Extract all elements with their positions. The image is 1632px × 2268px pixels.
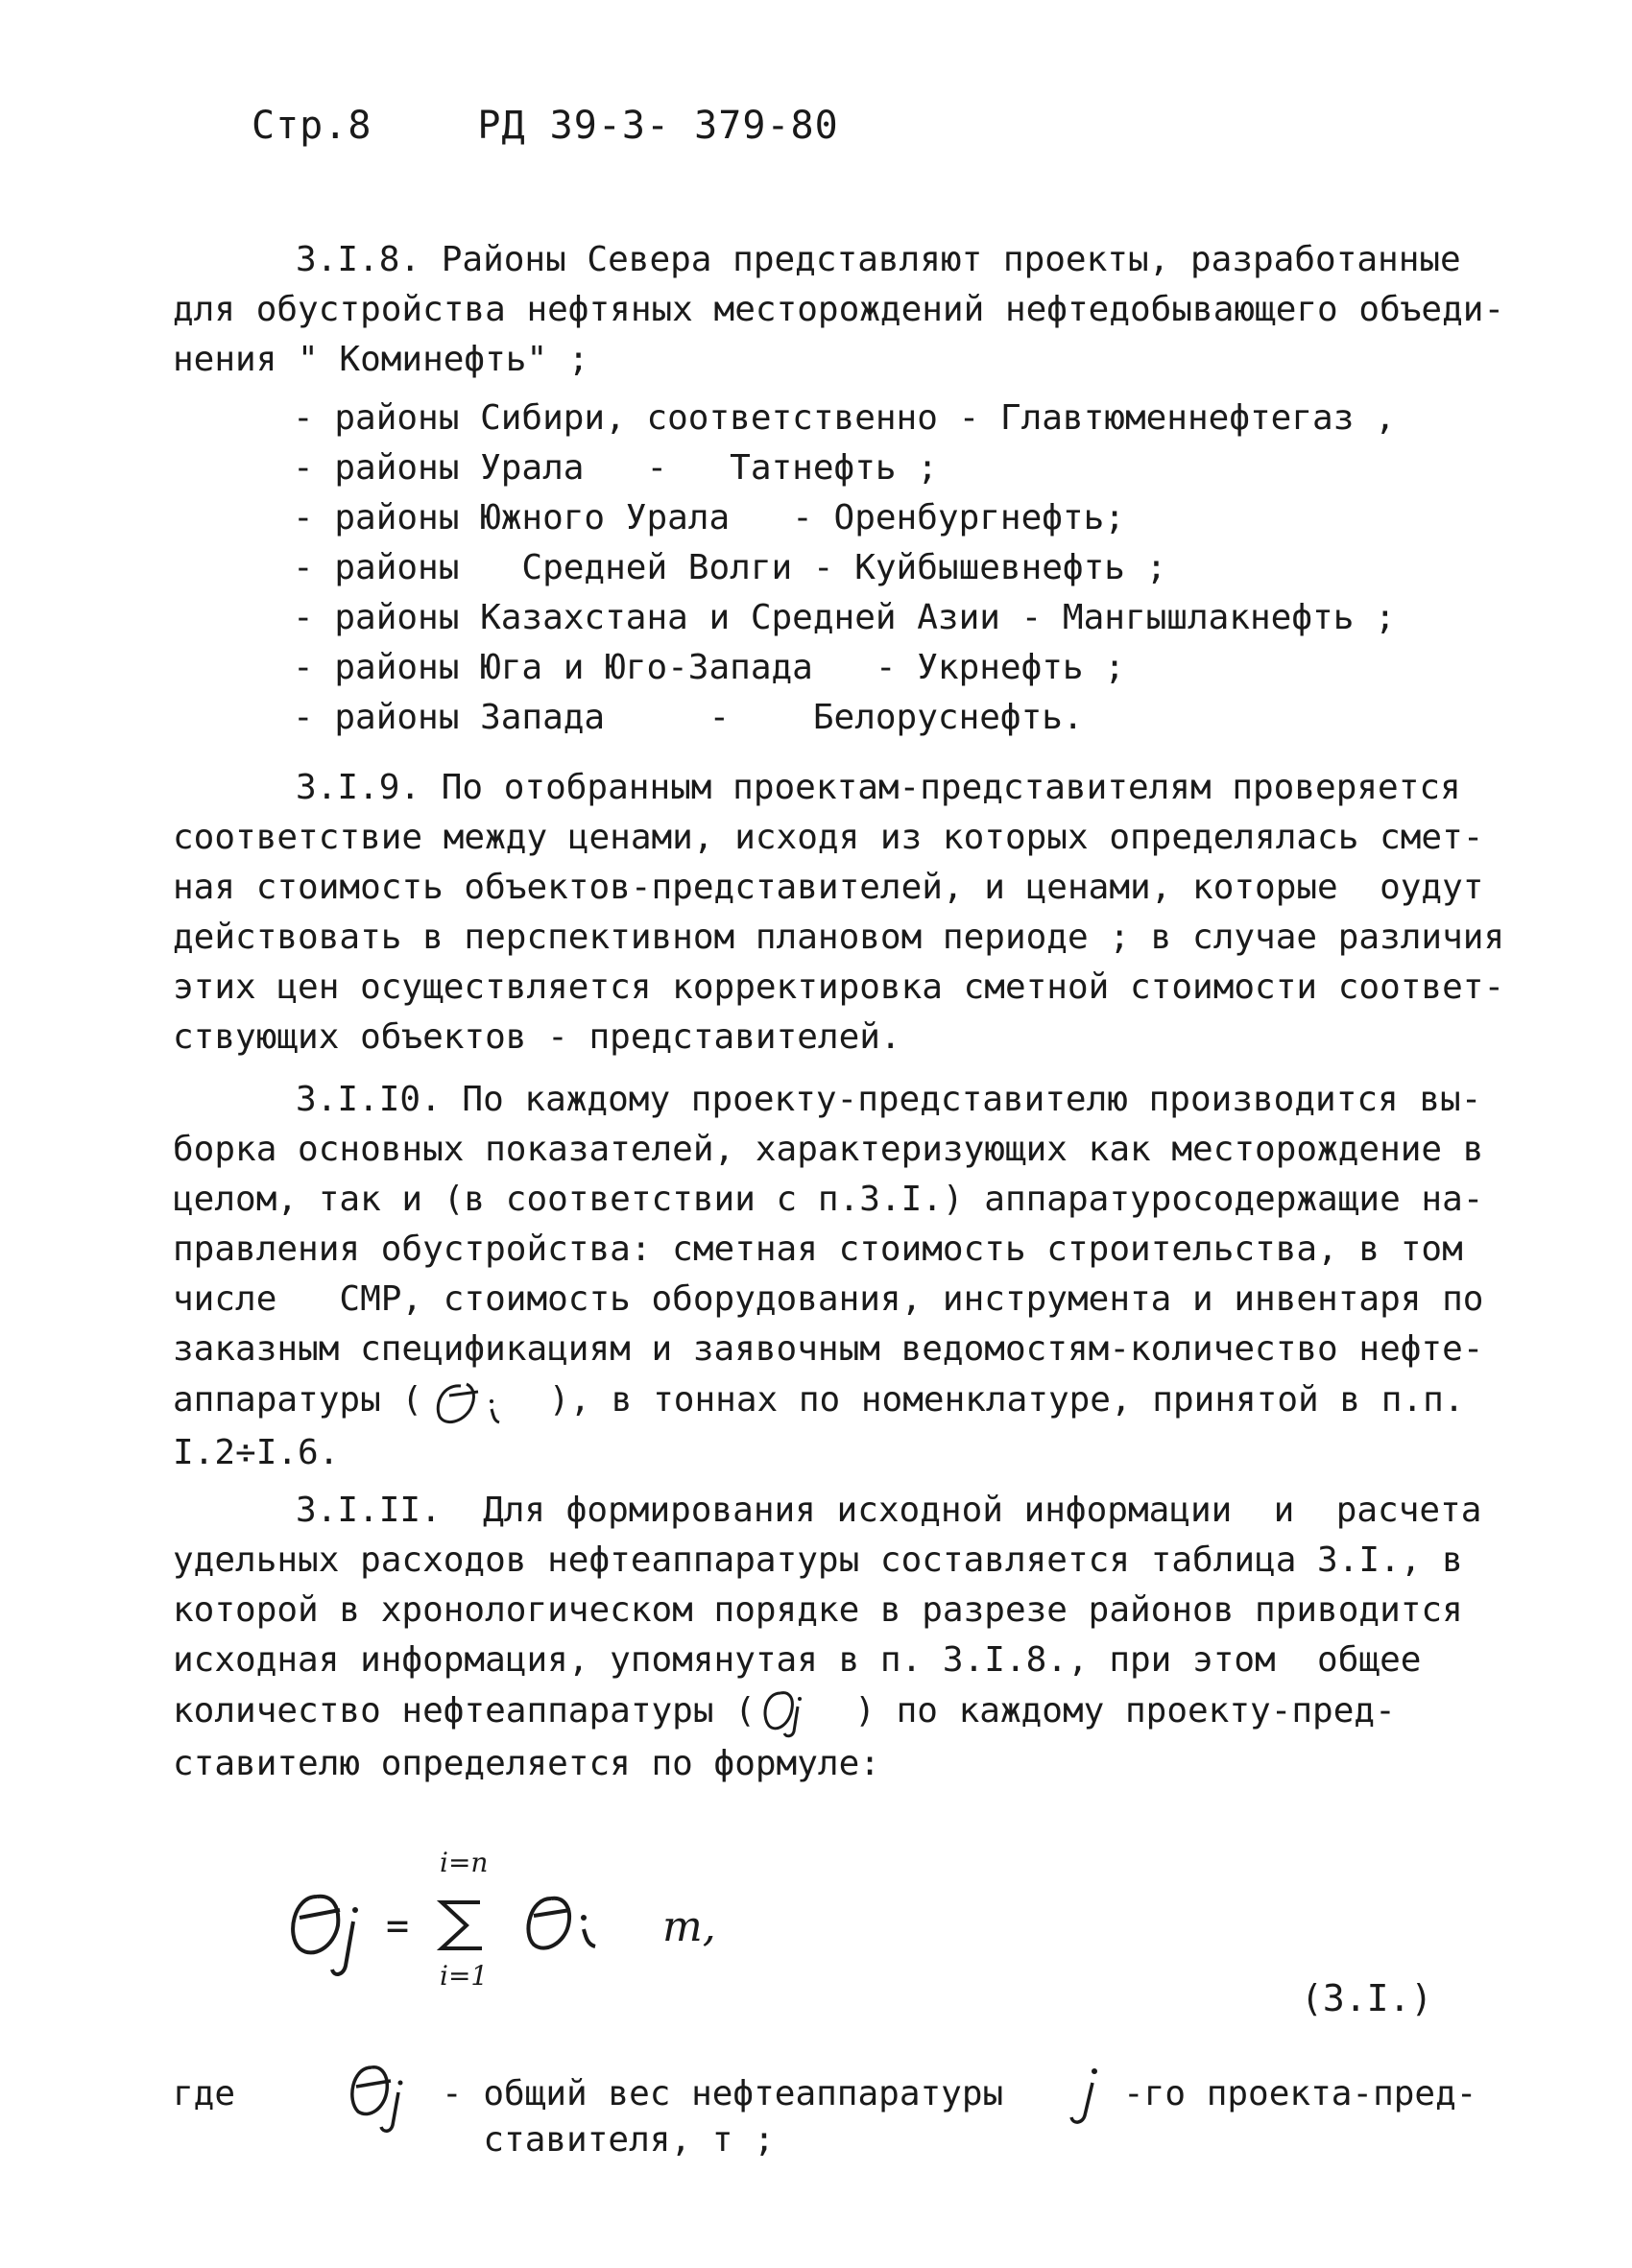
paragraph-3-1-10 bbox=[173, 1075, 1498, 1478]
formula-unit: т, bbox=[662, 1902, 716, 1951]
formula-graphic bbox=[278, 1843, 854, 1996]
list-item: - районы Урала - Татнефть ; bbox=[293, 448, 938, 488]
where-tail: -го проекта-пред- bbox=[1123, 2074, 1477, 2113]
formula-3-1 bbox=[278, 1843, 854, 1996]
text-line: ствующих объектов - представителей. bbox=[173, 1017, 901, 1057]
text-line: для обустройства нефтяных месторождений нефтедобывающего объеди- bbox=[173, 290, 1505, 329]
j-symbol bbox=[1066, 2062, 1104, 2129]
formula-equals: = bbox=[386, 1904, 410, 1948]
list-item: - районы Юга и Юго-Запада - Укрнефть ; bbox=[293, 648, 1125, 687]
text-line: I.2÷I.6. bbox=[173, 1433, 340, 1472]
text-line: исходная информация, упомянутая в п. 3.I.8., при этом общее bbox=[173, 1640, 1422, 1680]
text-line: которой в хронологическом порядке в разрезе районов приводится bbox=[173, 1590, 1463, 1630]
theta-j-symbol bbox=[341, 2058, 408, 2135]
text-line: числе СМР, стоимость оборудования, инструмента и инвентаря по bbox=[173, 1279, 1484, 1319]
text-line: нения " Коминефть" ; bbox=[173, 340, 589, 379]
page-number: Стр.8 bbox=[252, 104, 372, 148]
formula-lhs-symbol bbox=[293, 1897, 358, 1974]
list-item: - районы Южного Урала - Оренбургнефть; bbox=[293, 498, 1125, 537]
text-line: соответствие между ценами, исходя из которых определялась смет- bbox=[173, 818, 1484, 857]
text-line: удельных расходов нефтеаппаратуры составляется таблица 3.I., в bbox=[173, 1540, 1463, 1580]
text-line: 3.I.II. Для формирования исходной информации и расчета bbox=[296, 1491, 1482, 1530]
text-line: правления обустройства: сметная стоимость строительства, в том bbox=[173, 1229, 1463, 1269]
theta-i-symbol bbox=[422, 1374, 528, 1428]
text-line: 3.I.9. По отобранным проектам-представителям проверяется bbox=[296, 768, 1461, 807]
paragraph-3-1-9 bbox=[173, 763, 1505, 1062]
where-description: - общий вес нефтеаппаратуры ставителя, т ; bbox=[442, 2074, 1004, 2160]
text-line: действовать в перспективном плановом периоде ; в случае различия bbox=[173, 918, 1505, 957]
list-item: - районы Сибири, соответственно - Главтюменнефтегаз , bbox=[293, 398, 1396, 438]
formula-lower-limit: i=1 bbox=[440, 1960, 489, 1992]
text-line: борка основных показателей, характеризующих как месторождение в bbox=[173, 1130, 1484, 1169]
page-header bbox=[252, 104, 839, 148]
text-line: аппаратуры ( ), в тоннах по номенклатуре, принятой в п.п. bbox=[173, 1374, 1498, 1428]
paragraph-3-1-11 bbox=[173, 1486, 1498, 1789]
text-line: ставителю определяется по формуле: bbox=[173, 1744, 880, 1783]
where-label: где bbox=[173, 2074, 236, 2113]
text-line: количество нефтеаппаратуры ( ) по каждому проекту-пред- bbox=[173, 1685, 1498, 1739]
document-code: РД 39-3- 379-80 bbox=[477, 104, 839, 148]
regions-list bbox=[293, 394, 1396, 743]
formula-upper-limit: i=n bbox=[440, 1847, 489, 1878]
list-item: - районы Запада - Белоруснефть. bbox=[293, 698, 1084, 737]
summation-sign bbox=[442, 1902, 482, 1948]
equation-number: (3.I.) bbox=[1301, 1977, 1433, 2019]
text-line: заказным спецификациям и заявочным ведомостям-количество нефте- bbox=[173, 1329, 1484, 1369]
list-item: - районы Казахстана и Средней Азии - Мангышлакнефть ; bbox=[293, 598, 1396, 637]
list-item: - районы Средней Волги - Куйбышевнефть ; bbox=[293, 548, 1167, 587]
theta-j-symbol bbox=[756, 1685, 813, 1739]
text-line: целом, так и (в соответствии с п.3.I.) аппаратуросодержащие на- bbox=[173, 1180, 1484, 1219]
text-line: ная стоимость объектов-представителей, и ценами, которые оудут bbox=[173, 868, 1484, 907]
text-line: 3.I.I0. По каждому проекту-представителю производится вы- bbox=[296, 1080, 1482, 1119]
paragraph-3-1-8 bbox=[173, 235, 1505, 385]
formula-term-symbol bbox=[528, 1898, 595, 1948]
text-line: 3.I.8. Районы Севера представляют проекты, разработанные bbox=[296, 240, 1461, 279]
text-line: этих цен осуществляется корректировка сметной стоимости соответ- bbox=[173, 967, 1505, 1007]
